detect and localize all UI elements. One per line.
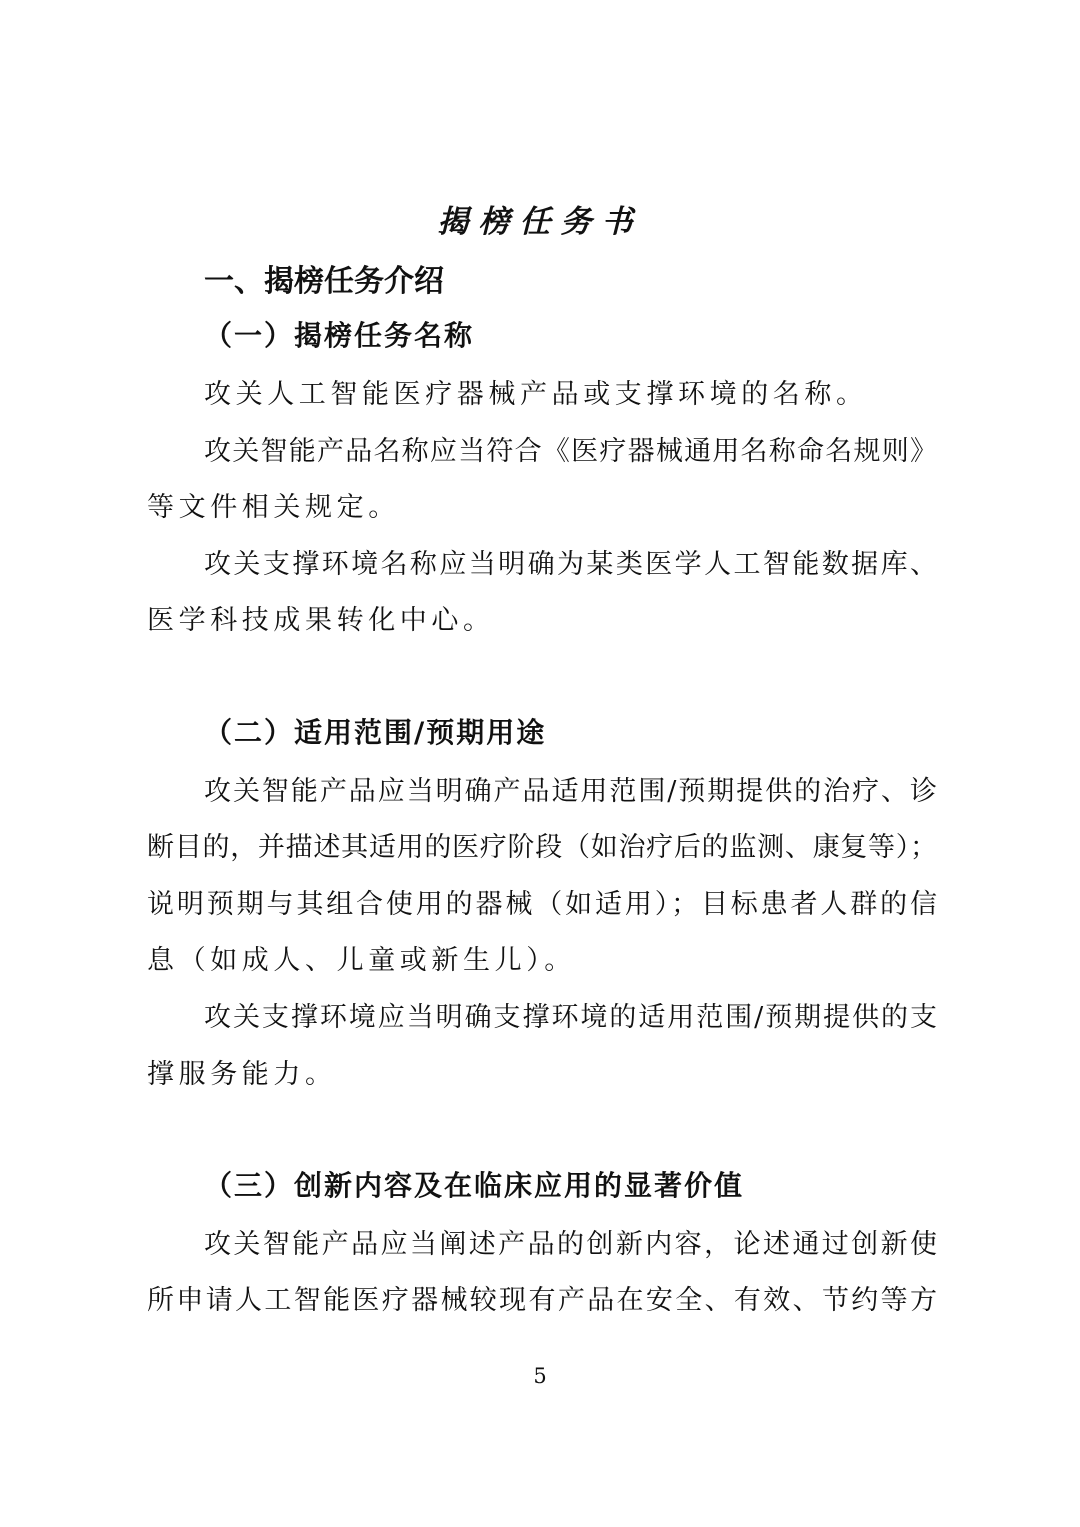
subsection-heading-2: （二）适用范围/预期用途	[204, 716, 547, 749]
paragraph-line: 医学科技成果转化中心。	[147, 605, 495, 636]
paragraph-line: 攻关人工智能医疗器械产品或支撑环境的名称。	[204, 379, 868, 410]
subsection-heading-3: （三）创新内容及在临床应用的显著价值	[204, 1169, 745, 1202]
paragraph-line: 攻关智能产品应当明确产品适用范围/预期提供的治疗、诊	[204, 776, 937, 807]
paragraph-line: 攻关支撑环境应当明确支撑环境的适用范围/预期提供的支	[204, 1002, 937, 1033]
section-heading-1: 一、揭榜任务介绍	[204, 264, 444, 299]
paragraph-line: 息（如成人、儿童或新生儿）。	[147, 945, 576, 976]
paragraph-line: 说明预期与其组合使用的器械（如适用）；目标患者人群的信	[147, 889, 937, 920]
paragraph-line: 攻关支撑环境名称应当明确为某类医学人工智能数据库、	[204, 549, 937, 580]
paragraph-line: 撑服务能力。	[147, 1059, 337, 1090]
document-title: 揭榜任务书	[437, 204, 643, 240]
paragraph-line: 等文件相关规定。	[147, 492, 400, 523]
paragraph-line: 断目的，并描述其适用的医疗阶段（如治疗后的监测、康复等）；	[147, 832, 937, 863]
paragraph-line: 攻关智能产品应当阐述产品的创新内容，论述通过创新使	[204, 1229, 937, 1260]
page-number: 5	[533, 1364, 547, 1388]
paragraph-line: 所申请人工智能医疗器械较现有产品在安全、有效、节约等方	[147, 1285, 937, 1316]
subsection-heading-1: （一）揭榜任务名称	[204, 319, 475, 352]
paragraph-line: 攻关智能产品名称应当符合《医疗器械通用名称命名规则》	[204, 436, 937, 467]
